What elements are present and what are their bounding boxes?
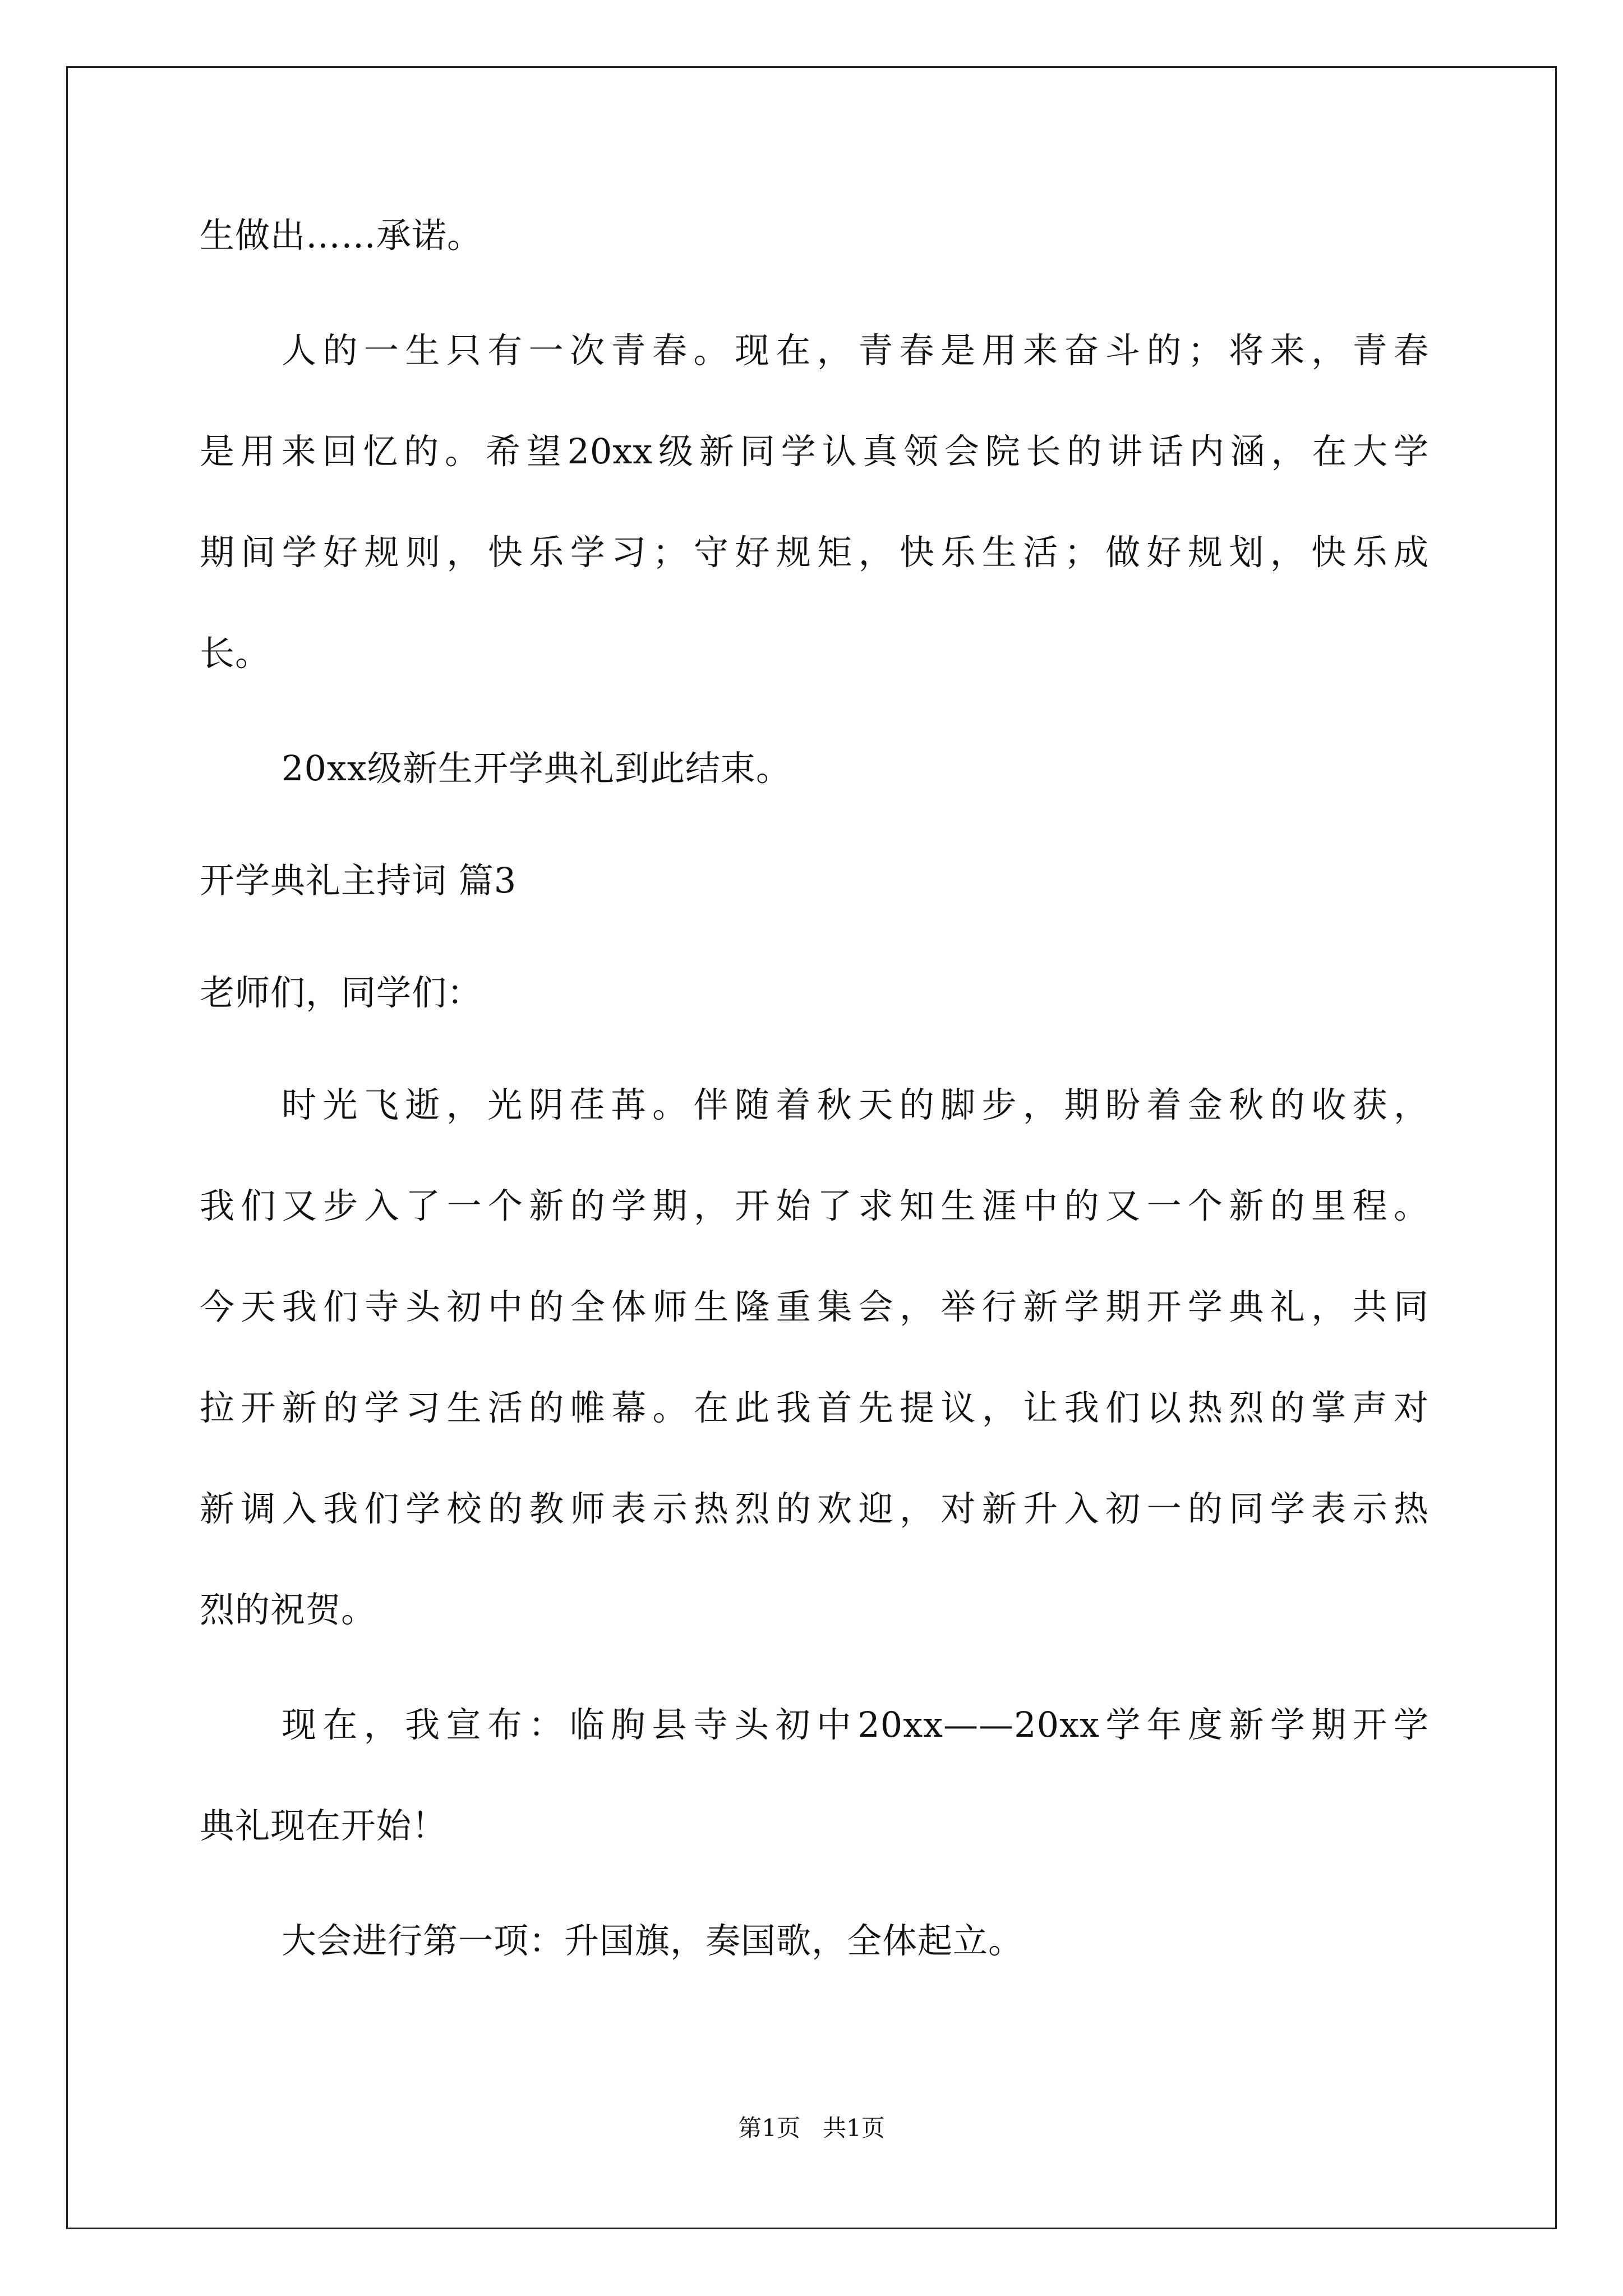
text-line: 新调入我们学校的教师表示热烈的欢迎，对新升入初一的同学表示热 [200, 1488, 1429, 1529]
text-line: 现在，我宣布：临朐县寺头初中20xx——20xx学年度新学期开学 [282, 1704, 1429, 1745]
text-line: 典礼现在开始！ [200, 1805, 448, 1846]
text-line: 人的一生只有一次青春。现在，青春是用来奋斗的；将来，青春 [282, 330, 1429, 371]
text-line: 烈的祝贺。 [200, 1589, 377, 1630]
text-line: 20xx级新生开学典礼到此结束。 [282, 748, 791, 789]
text-line: 长。 [200, 633, 271, 674]
text-line: 是用来回忆的。希望20xx级新同学认真领会院长的讲话内涵，在大学 [200, 431, 1429, 472]
salutation: 老师们，同学们： [200, 972, 483, 1013]
text-line: 我们又步入了一个新的学期，开始了求知生涯中的又一个新的里程。 [200, 1185, 1429, 1226]
text-line: 时光飞逝，光阴荏苒。伴随着秋天的脚步，期盼着金秋的收获， [282, 1084, 1429, 1125]
text-line: 生做出……承诺。 [200, 215, 483, 256]
page-footer: 第1页 共1页 [738, 2114, 885, 2142]
text-line: 期间学好规则，快乐学习；守好规矩，快乐生活；做好规划，快乐成 [200, 532, 1429, 573]
section-heading: 开学典礼主持词 篇3 [200, 860, 517, 901]
text-line: 拉开新的学习生活的帷幕。在此我首先提议，让我们以热烈的掌声对 [200, 1387, 1429, 1428]
text-line: 今天我们寺头初中的全体师生隆重集会，举行新学期开学典礼，共同 [200, 1286, 1429, 1327]
text-line: 大会进行第一项：升国旗，奏国歌，全体起立。 [282, 1920, 1024, 1961]
page-border [66, 66, 1557, 2229]
